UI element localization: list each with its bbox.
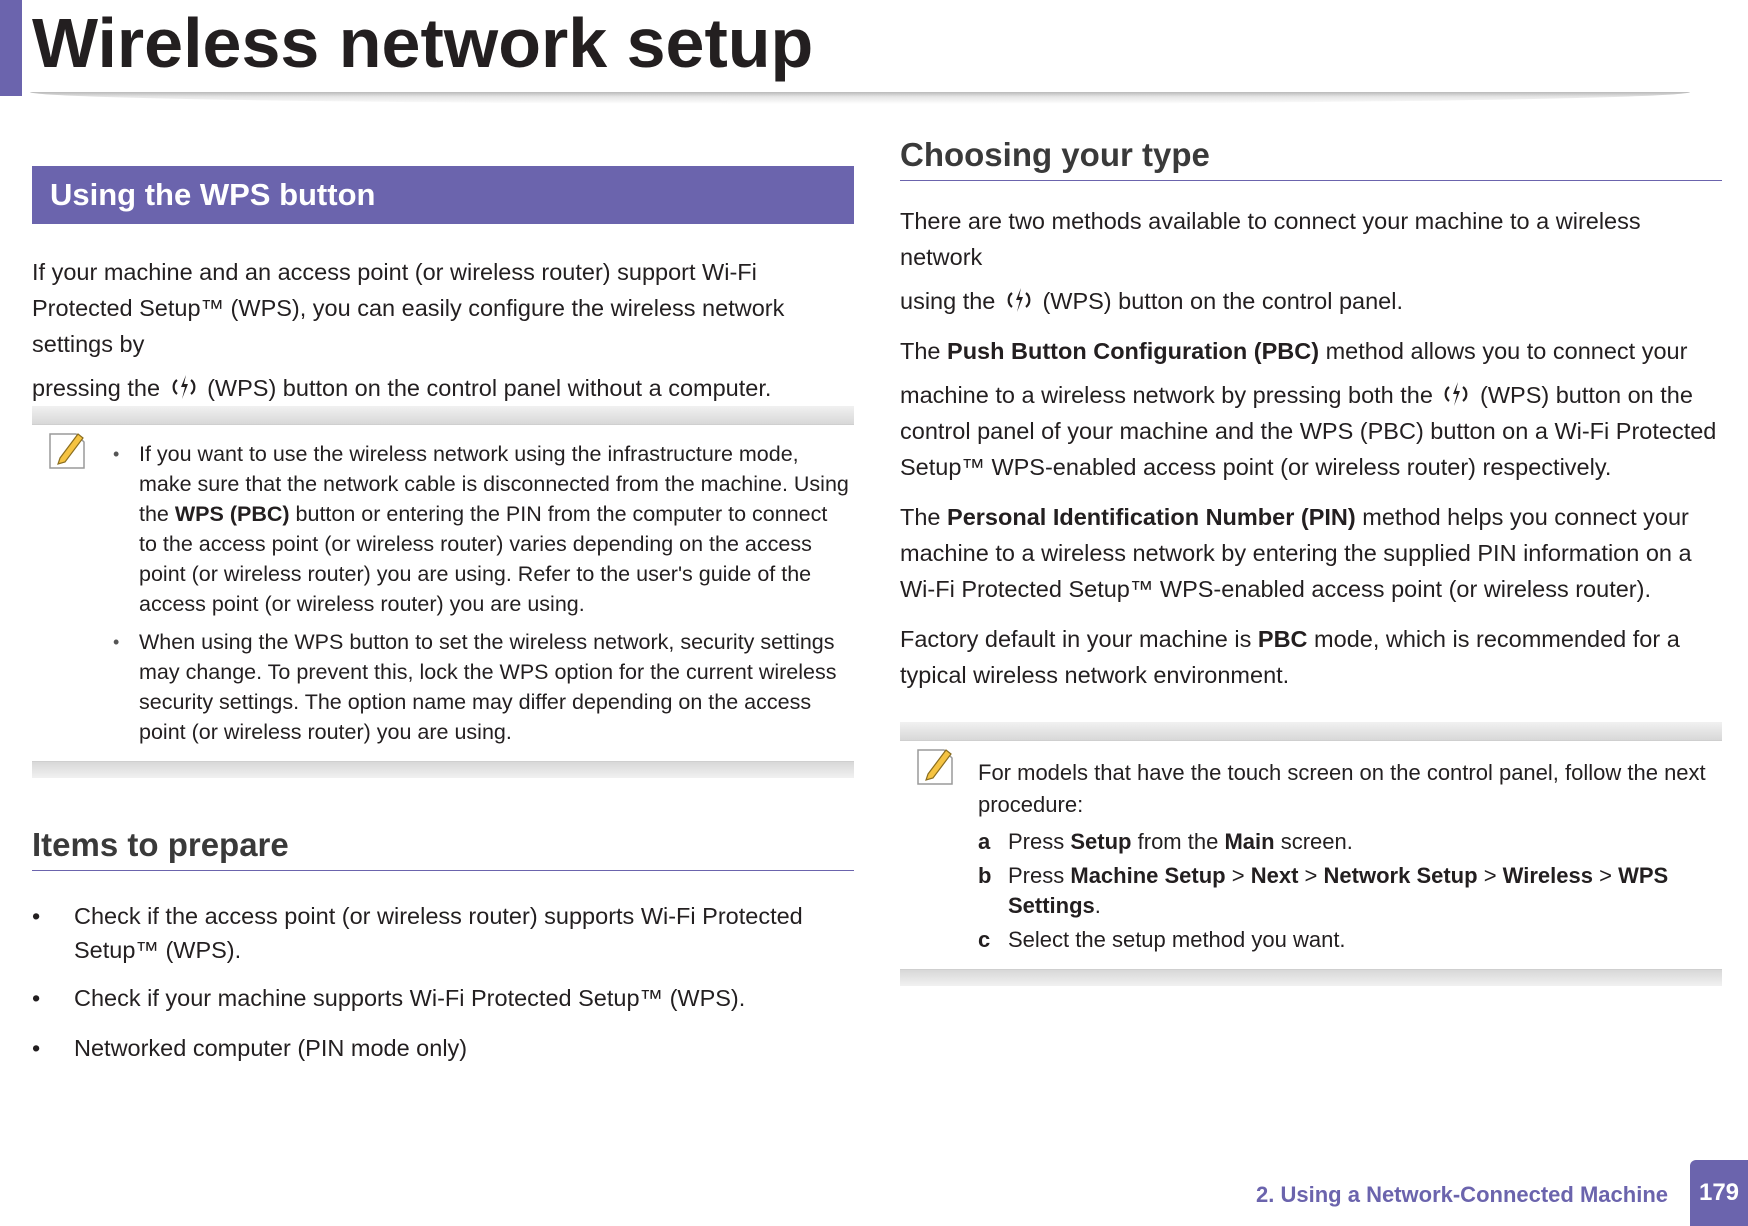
wps-note-item: • When using the WPS button to set the wireless network, security settings may change. To prevent this, lock the WPS option for the current wireless security settings. The option name may differ depending on the access point (or wireless router) you are using. — [113, 630, 837, 744]
wps-note-item: • If you want to use the wireless network using the infrastructure mode, make sure that the network cable is disconnected from the machine. Using the WPS (PBC) button or entering the PIN from the computer to connect to the access point (or wireless router) varies depending on the access point (or wireless router) you are using. Refer to the user's guide of the access point (or wireless router) you are using. — [113, 442, 849, 616]
wps-intro-2a: pressing the — [32, 375, 161, 401]
type-note-intro: For models that have the touch screen on the control panel, follow the next procedure: — [978, 760, 1706, 817]
title-accent-bar — [0, 0, 22, 96]
wps-section-heading — [32, 166, 854, 224]
prepare-heading: Items to prepare — [32, 826, 289, 863]
wps-icon — [1443, 379, 1469, 409]
title-underline — [30, 92, 1690, 104]
wps-icon — [171, 372, 197, 402]
type-p2: The Push Button Configuration (PBC) method allows you to connect your machine to a wireless network by pressing both the (WPS) button on the control panel of your machine and the WPS (PBC) button on a Wi-Fi Protected Setup™ WPS-enabled access point (or wireless router) respectively. — [900, 338, 1717, 480]
note-bottom-border — [32, 761, 854, 778]
prepare-item: • Networked computer (PIN mode only) — [32, 1035, 468, 1061]
wps-icon — [1006, 285, 1032, 315]
note-top-border — [900, 722, 1722, 741]
prepare-section — [32, 826, 854, 1065]
right-column — [900, 136, 1722, 952]
footer-chapter: 2. Using a Network-Connected Machine — [1256, 1182, 1668, 1207]
wps-note-2: When using the WPS button to set the wireless network, security settings may change. To prevent this, lock the WPS option for the current wireless security settings. The option name may differ depending on the access point (or wireless router) you are using. — [139, 630, 837, 744]
type-p4: Factory default in your machine is PBC mode, which is recommended for a typical wireless network environment. — [900, 626, 1680, 688]
left-column — [32, 166, 854, 1061]
wps-note-box — [32, 406, 854, 778]
wps-note-1b: button or entering the PIN from the computer to connect to the access point (or wireless router) varies depending on the access point (or wireless router) you are using. Refer to the user's guide of the access point (or wireless router) you are using. — [139, 502, 828, 616]
type-heading-rule — [900, 180, 1722, 181]
type-note-box — [900, 722, 1722, 986]
type-body — [900, 203, 1722, 693]
prepare-item: • Check if your machine supports Wi-Fi Protected Setup™ (WPS). — [32, 985, 746, 1011]
type-note-step-b: b Press Machine Setup > Next > Network Setup > Wireless > WPS Settings. — [978, 863, 1669, 918]
wps-note-1a: If you want to use the wireless network using the infrastructure mode, make sure that the network cable is disconnected from the machine. Using the — [139, 442, 849, 526]
type-heading: Choosing your type — [900, 136, 1210, 173]
note-pencil-icon — [46, 428, 90, 472]
wps-note-1-bold: WPS (PBC) — [174, 502, 290, 526]
wps-intro-2b: (WPS) button on the control panel without a computer. — [207, 375, 772, 401]
prepare-item: • Check if the access point (or wireless router) supports Wi-Fi Protected Setup™ (WPS). — [32, 903, 803, 963]
note-top-border — [32, 406, 854, 425]
wps-intro-line-2 — [32, 370, 771, 406]
wps-intro-1: If your machine and an access point (or wireless router) support Wi-Fi Protected Setup™ (WPS), you can easily configure the wireless network settings by — [32, 259, 785, 357]
type-p3: The Personal Identification Number (PIN) method helps you connect your machine to a wireless network by entering the supplied PIN information on a Wi-Fi Protected Setup™ WPS-enabled access point (or wireless router). — [900, 504, 1692, 602]
page-number: 179 — [1690, 1160, 1748, 1226]
type-note-step-c: c Select the setup method you want. — [978, 927, 1346, 952]
type-note-content — [900, 741, 1722, 969]
note-pencil-icon — [914, 744, 958, 788]
prepare-heading-rule — [32, 870, 854, 871]
note-bottom-border — [900, 969, 1722, 986]
type-note-step-a: a Press Setup from the Main screen. — [978, 829, 1353, 854]
wps-section-heading-text: Using the WPS button — [50, 177, 376, 212]
page-title: Wireless network setup — [32, 4, 814, 82]
wps-intro-paragraph — [32, 254, 854, 406]
type-p1: There are two methods available to connect your machine to a wireless network using the (WPS) button on the control panel. — [900, 208, 1641, 314]
wps-note-list — [32, 425, 854, 761]
prepare-list — [32, 899, 854, 1065]
